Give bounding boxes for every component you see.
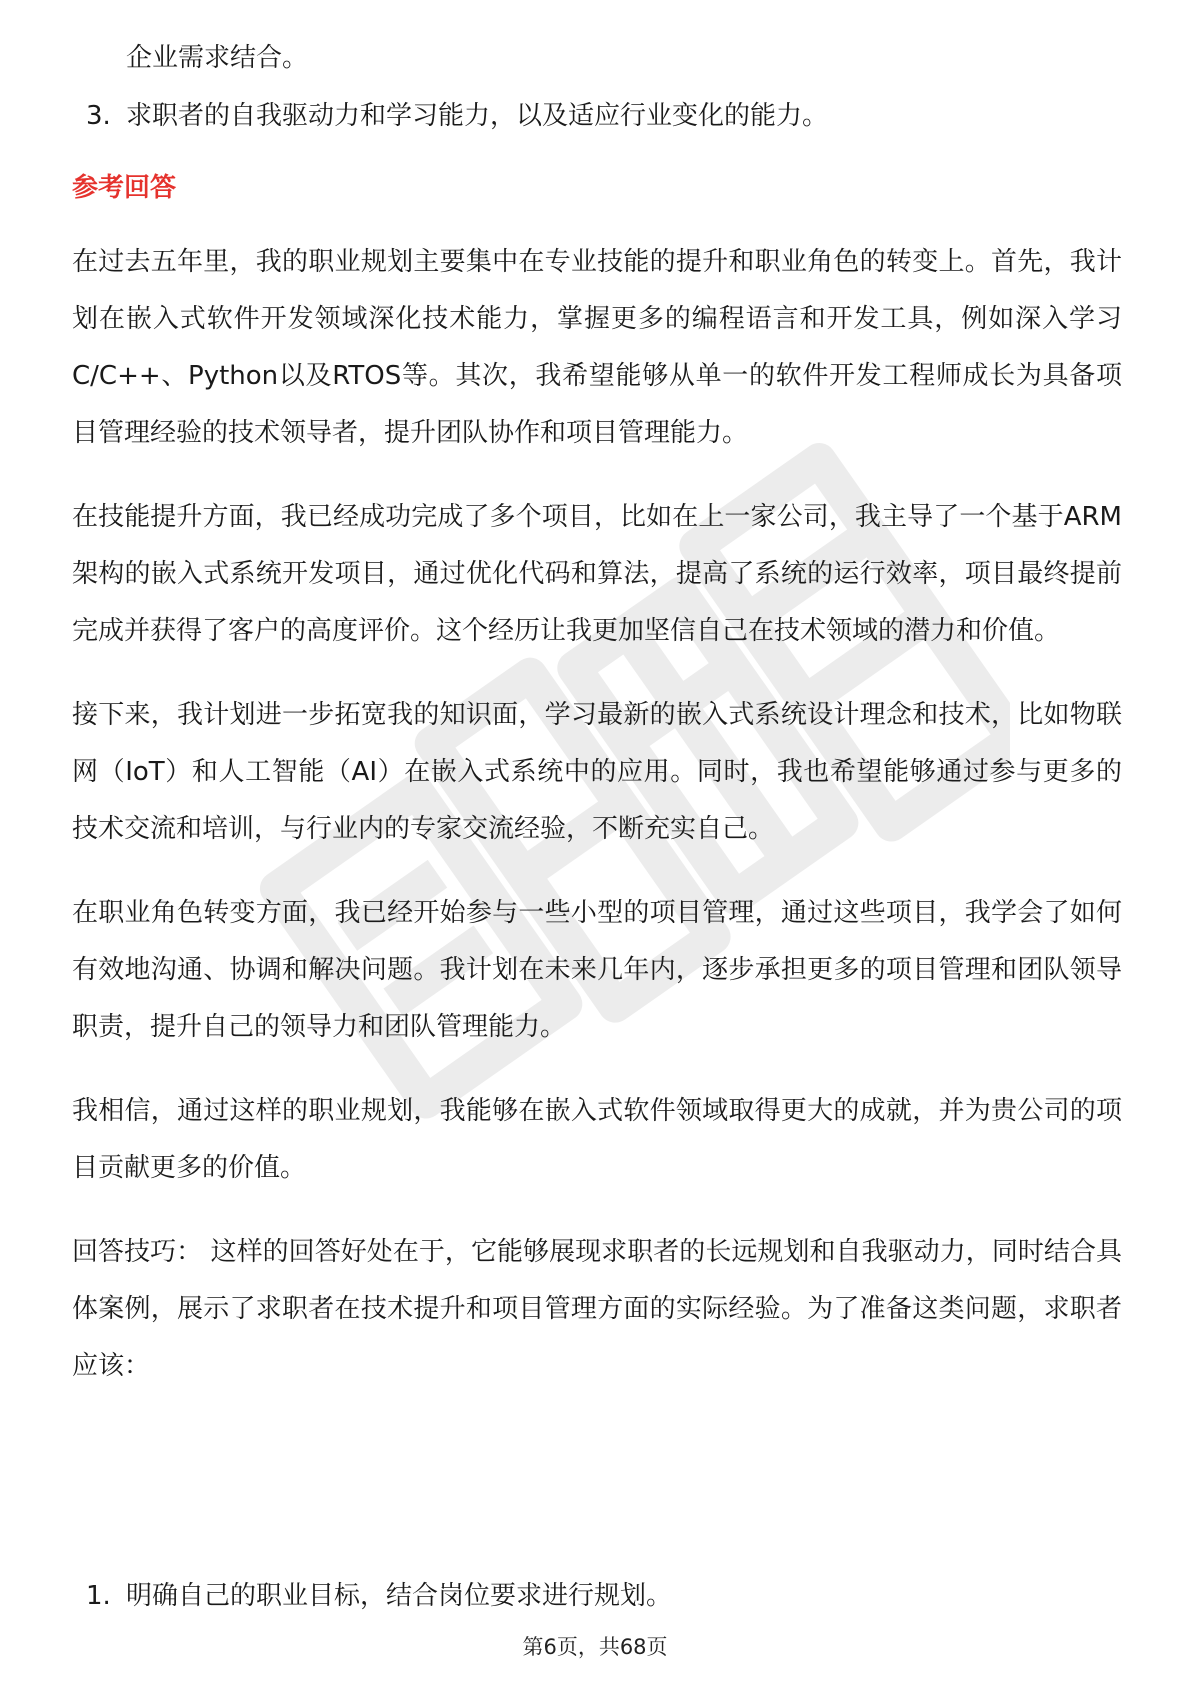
list-item-3 xyxy=(72,96,1122,136)
list-item-1 xyxy=(72,1576,1122,1616)
section-heading: 参考回答 xyxy=(72,173,177,203)
list-item-text: 求职者的自我驱动力和学习能力，以及适应行业变化的能力。 xyxy=(126,101,829,131)
page-number-footer: 第6页，共68页 xyxy=(522,1635,668,1659)
paragraph-answer-tips: 回答技巧： 这样的回答好处在于，它能够展现求职者的长远规划和自我驱动力，同时结合具体案例，展示了求职者在技术提升和项目管理方面的实际经验。为了准备这类问题，求职者应该： xyxy=(72,1237,1122,1381)
bottom-list xyxy=(72,1576,1122,1616)
list-item-text: 明确自己的职业目标，结合岗位要求进行规划。 xyxy=(126,1581,673,1611)
list-item-continuation: 企业需求结合。 xyxy=(126,43,309,73)
document-page xyxy=(72,38,1122,1422)
list-item-number: 3. xyxy=(86,101,111,131)
paragraph-skill-improvement: 在技能提升方面，我已经成功完成了多个项目，比如在上一家公司，我主导了一个基于ARM架构的嵌入式系统开发项目，通过优化代码和算法，提高了系统的运行效率，项目最终提前完成并获得了客户的高度评价。这个经历让我更加坚信自己在技术领域的潜力和价值。 xyxy=(72,502,1122,646)
paragraph-role-transition: 在职业角色转变方面，我已经开始参与一些小型的项目管理，通过这些项目，我学会了如何有效地沟通、协调和解决问题。我计划在未来几年内，逐步承担更多的项目管理和团队领导职责，提升自己的领导力和团队管理能力。 xyxy=(72,898,1122,1042)
list-item-number: 1. xyxy=(86,1581,111,1611)
paragraph-career-plan: 在过去五年里，我的职业规划主要集中在专业技能的提升和职业角色的转变上。首先，我计划在嵌入式软件开发领域深化技术能力，掌握更多的编程语言和开发工具，例如深入学习C/C++、Python以及RTOS等。其次，我希望能够从单一的软件开发工程师成长为具备项目管理经验的技术领导者，提升团队协作和项目管理能力。 xyxy=(72,247,1122,448)
paragraph-next-steps: 接下来，我计划进一步拓宽我的知识面，学习最新的嵌入式系统设计理念和技术，比如物联网（IoT）和人工智能（AI）在嵌入式系统中的应用。同时，我也希望能够通过参与更多的技术交流和培训，与行业内的专家交流经验，不断充实自己。 xyxy=(72,700,1122,844)
paragraph-conclusion: 我相信，通过这样的职业规划，我能够在嵌入式软件领域取得更大的成就，并为贵公司的项目贡献更多的价值。 xyxy=(72,1096,1122,1183)
